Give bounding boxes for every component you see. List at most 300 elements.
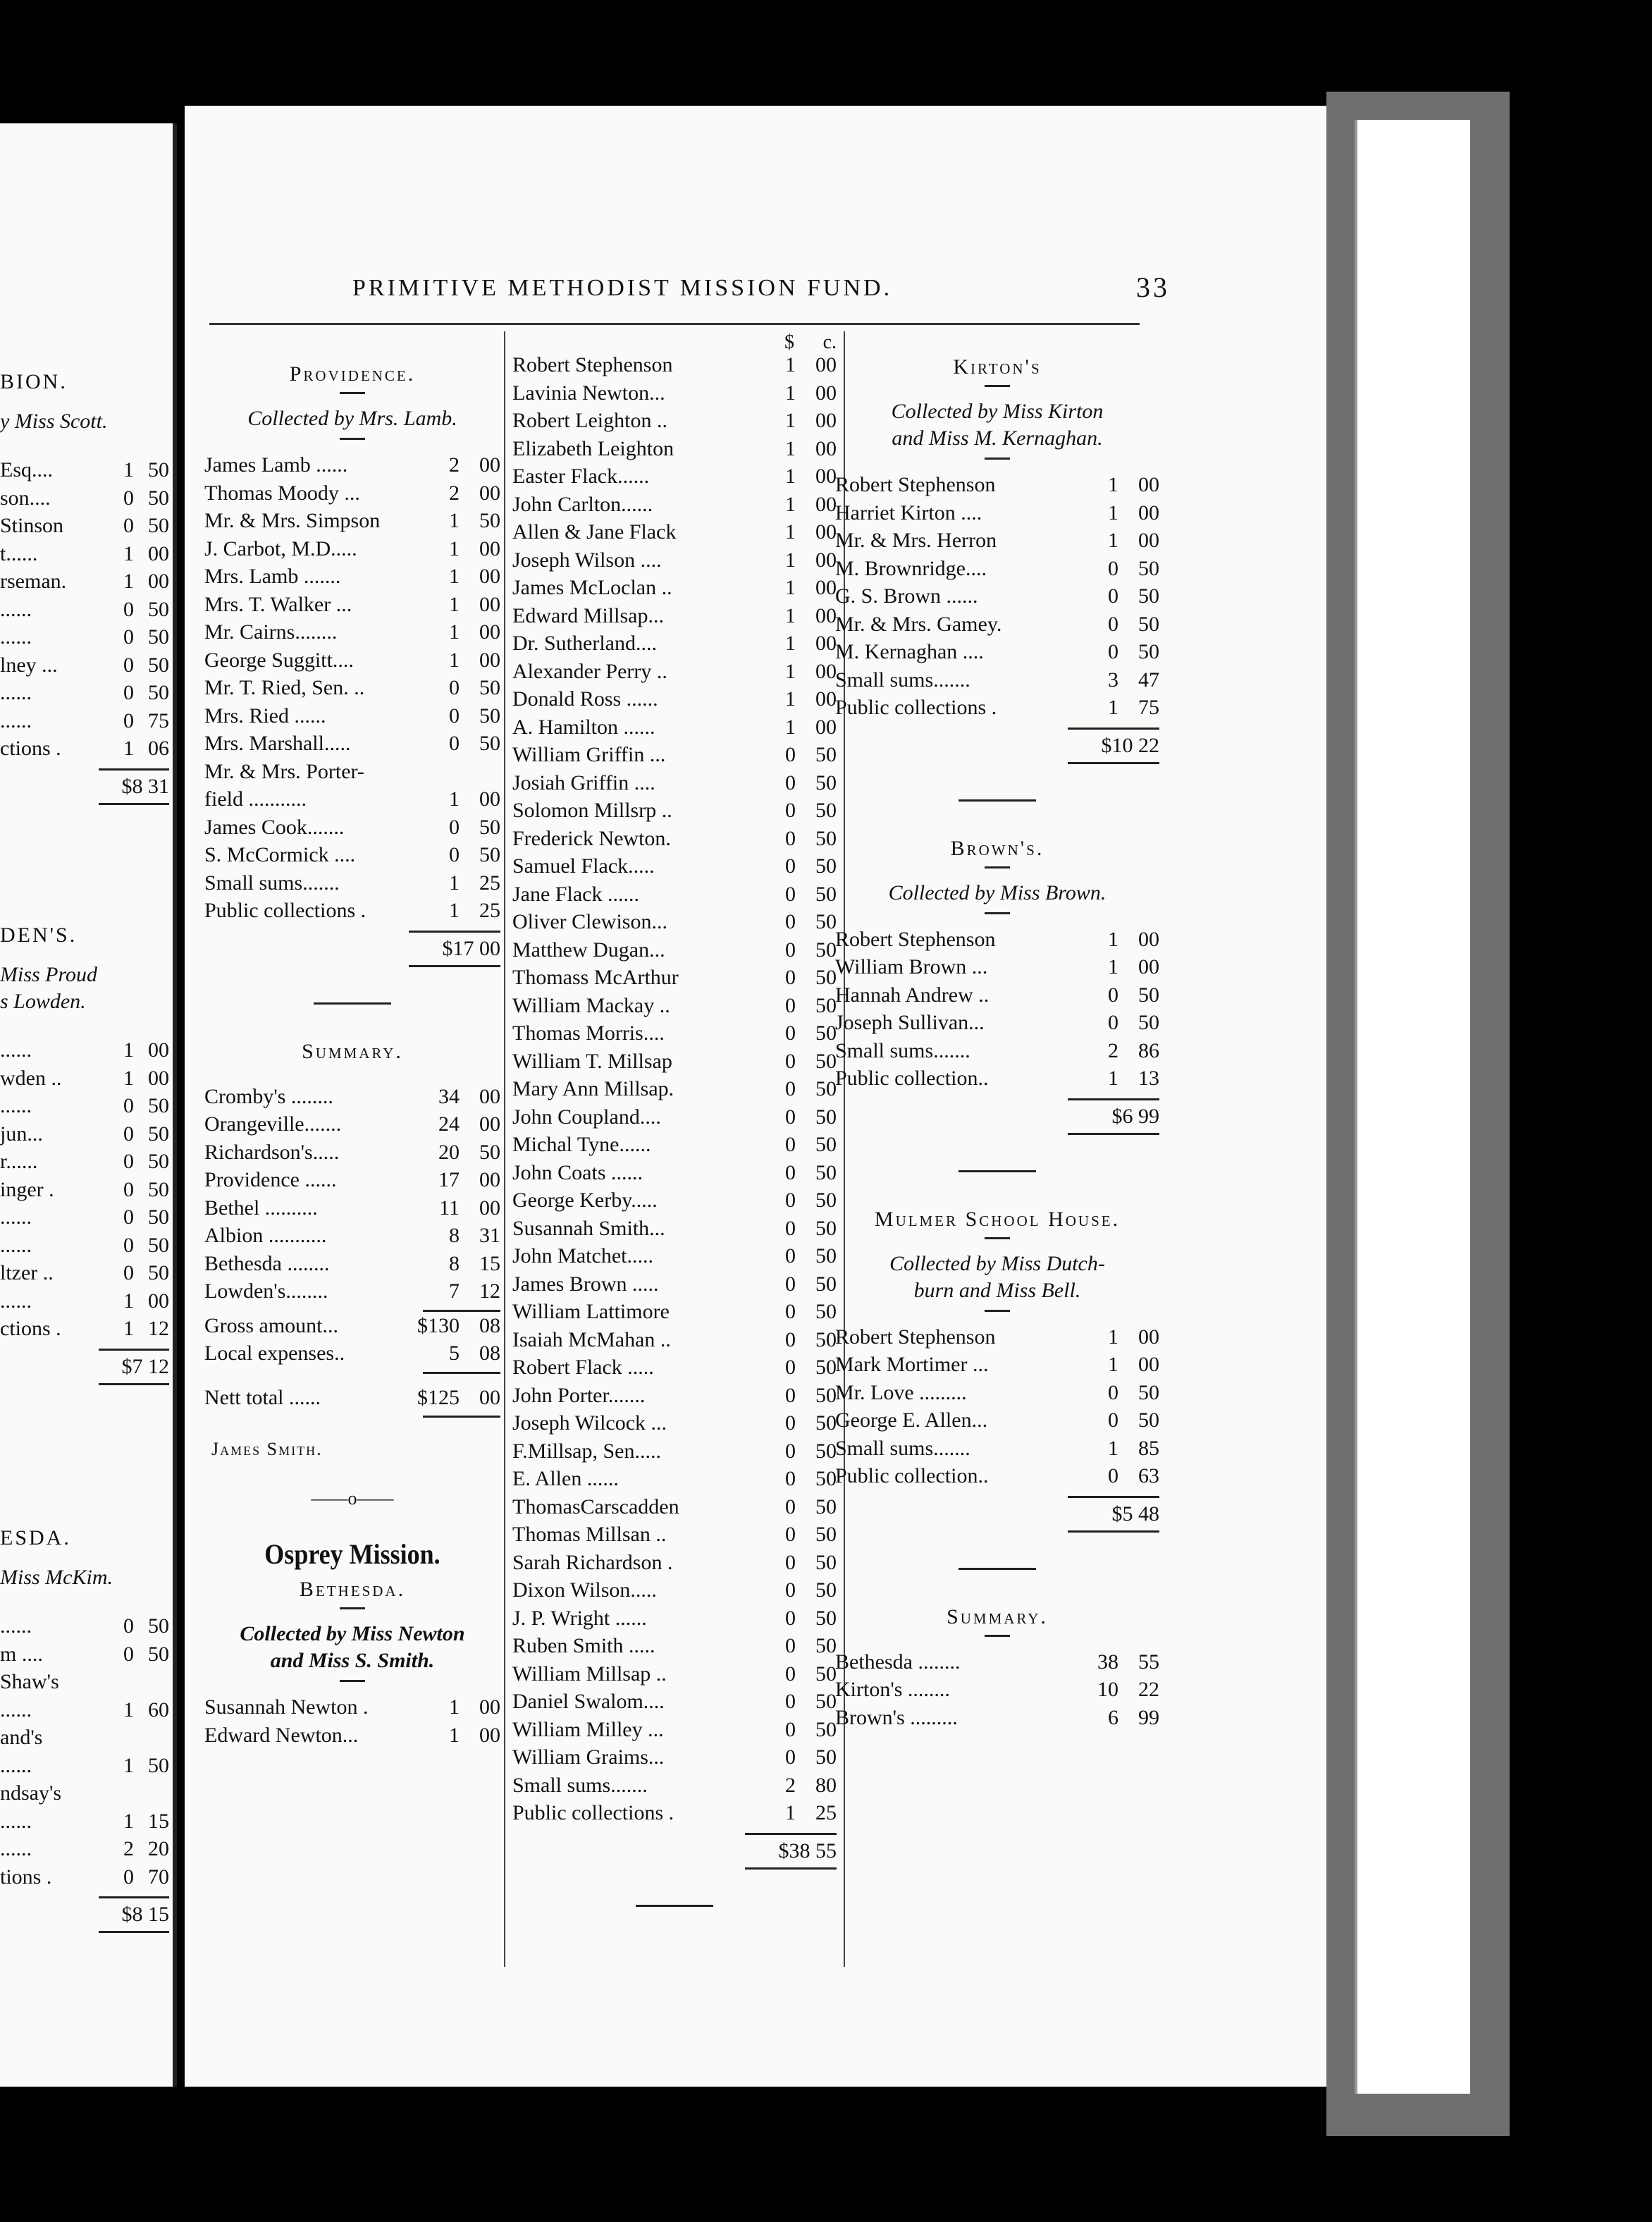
entry-dollars: 10 bbox=[1097, 1678, 1118, 1701]
entry-row bbox=[512, 964, 837, 992]
entry-row bbox=[512, 741, 837, 769]
entry-cents: 50 bbox=[148, 1122, 169, 1146]
entry-name: M. Kernaghan .... bbox=[835, 640, 984, 663]
entry-dollars: 1 bbox=[1108, 1067, 1118, 1090]
entry-dollars: 0 bbox=[123, 1614, 134, 1638]
browns-total: $6 99 bbox=[1068, 1098, 1159, 1135]
entry-row bbox=[835, 1351, 1159, 1379]
entry-row bbox=[0, 1036, 169, 1064]
entry-dollars: 1 bbox=[123, 1698, 134, 1721]
entry-row bbox=[512, 713, 837, 742]
entry-name: E. Allen ...... bbox=[512, 1467, 619, 1490]
entry-row bbox=[512, 769, 837, 797]
entry-row bbox=[512, 1159, 837, 1187]
entry-cents: 00 bbox=[479, 648, 500, 672]
entry-row bbox=[835, 953, 1159, 981]
entry-cents: 50 bbox=[148, 1753, 169, 1777]
entry-dollars: 0 bbox=[785, 1411, 796, 1435]
entry-row bbox=[204, 646, 500, 675]
entry-name: Mark Mortimer ... bbox=[835, 1353, 989, 1376]
column-3 bbox=[835, 331, 1159, 1731]
kirtons-heading: Kirton's bbox=[953, 355, 1042, 379]
entry-name: Susannah Smith... bbox=[512, 1216, 665, 1240]
entry-cents: 50 bbox=[148, 514, 169, 537]
entry-row bbox=[512, 908, 837, 936]
entry-name: Public collections . bbox=[512, 1801, 674, 1824]
entry-dollars: 0 bbox=[785, 882, 796, 906]
entry-cents: 50 bbox=[815, 1105, 837, 1129]
entry-row bbox=[204, 758, 500, 786]
section-total: $8 15 bbox=[99, 1896, 169, 1933]
entry-cents: 50 bbox=[815, 1077, 837, 1100]
entry-dollars: 0 bbox=[123, 1261, 134, 1284]
entry-dollars: 1 bbox=[123, 1317, 134, 1340]
entry-dollars: 0 bbox=[785, 1662, 796, 1686]
entry-row bbox=[204, 674, 500, 702]
entry-cents: 50 bbox=[815, 1216, 837, 1240]
entry-cents: 50 bbox=[815, 1523, 837, 1546]
entry-row bbox=[204, 1312, 500, 1340]
entry-cents: 50 bbox=[148, 653, 169, 677]
entry-row bbox=[835, 1009, 1159, 1037]
entry-name: ctions . bbox=[0, 1317, 61, 1340]
entry-name: William Griffin ... bbox=[512, 743, 666, 766]
entry-name: William Brown ... bbox=[835, 955, 988, 978]
entry-cents: 50 bbox=[815, 910, 837, 933]
entry-cents: 00 bbox=[1138, 955, 1159, 978]
entry-cents: 50 bbox=[815, 1327, 837, 1351]
entry-dollars: 0 bbox=[785, 938, 796, 962]
entry-name: William Milley ... bbox=[512, 1717, 664, 1741]
entry-row bbox=[0, 1640, 169, 1669]
entry-cents: 31 bbox=[479, 1224, 500, 1247]
entry-name: Alexander Perry .. bbox=[512, 659, 667, 683]
entry-row bbox=[204, 814, 500, 842]
entry-name: Isaiah McMahan .. bbox=[512, 1327, 671, 1351]
entry-dollars: 0 bbox=[1108, 1408, 1118, 1432]
entry-row bbox=[512, 379, 837, 407]
entry-dollars: 1 bbox=[449, 620, 460, 644]
entry-dollars: 0 bbox=[785, 1244, 796, 1267]
entry-row bbox=[512, 1019, 837, 1048]
entry-dollars: 0 bbox=[123, 653, 134, 677]
entry-cents: 50 bbox=[815, 938, 837, 962]
entry-name: ...... bbox=[0, 1094, 32, 1117]
entry-cents: 50 bbox=[815, 799, 837, 822]
entry-cents: 50 bbox=[148, 597, 169, 621]
entry-dollars: 0 bbox=[123, 486, 134, 510]
entry-dollars: 0 bbox=[1108, 640, 1118, 663]
entry-dollars: 2 bbox=[785, 1773, 796, 1797]
entry-dollars: 0 bbox=[785, 1467, 796, 1490]
section-divider bbox=[636, 1905, 713, 1907]
section-divider bbox=[314, 1002, 391, 1005]
entry-row bbox=[204, 535, 500, 563]
entry-row bbox=[512, 1382, 837, 1410]
entry-cents: 00 bbox=[815, 436, 837, 460]
entry-row bbox=[204, 1339, 500, 1368]
entry-cents: 00 bbox=[479, 453, 500, 477]
entry-name: F.Millsap, Sen..... bbox=[512, 1439, 661, 1463]
entry-name: Edward Millsap... bbox=[512, 603, 664, 627]
entry-dollars: 1 bbox=[449, 787, 460, 811]
entry-name: Local expenses.. bbox=[204, 1342, 345, 1365]
entry-name: Matthew Dugan... bbox=[512, 938, 665, 962]
entry-name: Harriet Kirton .... bbox=[835, 501, 982, 524]
entry-name: ctions . bbox=[0, 737, 61, 760]
entry-dollars: 0 bbox=[449, 676, 460, 699]
entry-dollars: 0 bbox=[785, 1383, 796, 1407]
entry-cents: 50 bbox=[148, 681, 169, 704]
entry-cents: 60 bbox=[148, 1698, 169, 1721]
section-total: $8 31 bbox=[99, 768, 169, 805]
entry-row bbox=[204, 869, 500, 897]
entry-cents: 50 bbox=[815, 1383, 837, 1407]
entry-dollars: 0 bbox=[785, 1327, 796, 1351]
entry-cents: 08 bbox=[479, 1342, 500, 1365]
entry-cents: 00 bbox=[815, 603, 837, 627]
entry-dollars: 0 bbox=[123, 1177, 134, 1201]
mulmer-heading: Mulmer School House. bbox=[874, 1207, 1121, 1231]
entry-cents: 00 bbox=[1138, 1353, 1159, 1376]
entry-dollars: 0 bbox=[785, 826, 796, 850]
entry-dollars: 0 bbox=[785, 1494, 796, 1518]
entry-row bbox=[835, 610, 1159, 639]
collected-by: Collected by Miss Newton and Miss S. Smith. bbox=[240, 1622, 465, 1672]
entry-row bbox=[0, 1724, 169, 1752]
entry-dollars: 1 bbox=[449, 1695, 460, 1719]
rule bbox=[423, 1416, 500, 1418]
section-divider bbox=[958, 799, 1036, 802]
entry-name: Thomas Millsan .. bbox=[512, 1523, 667, 1546]
entry-row bbox=[835, 555, 1159, 583]
entry-name: Robert Stephenson bbox=[512, 353, 673, 376]
entry-dollars: 0 bbox=[123, 514, 134, 537]
entry-row bbox=[512, 1604, 837, 1633]
entry-cents: 55 bbox=[1138, 1650, 1159, 1674]
bethesda-continued-list bbox=[512, 351, 837, 1827]
entry-name: Robert Stephenson bbox=[835, 1325, 996, 1349]
entry-row bbox=[0, 651, 169, 680]
entry-cents: 00 bbox=[479, 481, 500, 505]
entry-dollars: 0 bbox=[123, 708, 134, 732]
entry-cents: 00 bbox=[479, 592, 500, 616]
entry-name: Michal Tyne...... bbox=[512, 1133, 651, 1156]
entry-name: J. Carbot, M.D..... bbox=[204, 536, 357, 560]
entry-dollars: $130 bbox=[417, 1313, 460, 1337]
entry-cents: 00 bbox=[815, 492, 837, 516]
entry-name: Lavinia Newton... bbox=[512, 381, 665, 405]
entry-dollars: 2 bbox=[123, 1837, 134, 1860]
entry-cents: 25 bbox=[815, 1801, 837, 1824]
entry-cents: 50 bbox=[479, 704, 500, 728]
entry-dollars: 0 bbox=[785, 1272, 796, 1296]
collected-by: Collected by Miss Brown. bbox=[888, 880, 1107, 904]
entry-cents: 50 bbox=[815, 1439, 837, 1463]
entry-row bbox=[0, 1752, 169, 1780]
entry-row bbox=[204, 1277, 500, 1306]
summary-list bbox=[835, 1648, 1159, 1732]
entry-cents: 50 bbox=[1138, 1408, 1159, 1432]
entry-name: Mr. & Mrs. Simpson bbox=[204, 509, 381, 532]
entry-name: Edward Newton... bbox=[204, 1723, 359, 1747]
entry-cents: 00 bbox=[479, 536, 500, 560]
entry-name: Dr. Sutherland.... bbox=[512, 632, 657, 655]
entry-cents: 50 bbox=[815, 882, 837, 906]
entry-row bbox=[0, 456, 169, 484]
entry-cents: 22 bbox=[1138, 1678, 1159, 1701]
entries-list bbox=[0, 1036, 169, 1343]
entry-dollars: 0 bbox=[785, 743, 796, 766]
nett-total bbox=[204, 1384, 500, 1412]
entry-row bbox=[0, 1835, 169, 1863]
entry-name: William Graims... bbox=[512, 1745, 665, 1769]
entry-name: Shaw's bbox=[0, 1670, 59, 1693]
entry-cents: 50 bbox=[815, 826, 837, 850]
entry-dollars: 1 bbox=[449, 899, 460, 922]
entry-row bbox=[0, 540, 169, 568]
entry-dollars: 1 bbox=[1108, 501, 1118, 524]
entry-name: ...... bbox=[0, 1698, 32, 1721]
entry-dollars: 0 bbox=[123, 1205, 134, 1229]
entry-dollars: 1 bbox=[1108, 1436, 1118, 1460]
entry-dollars: 0 bbox=[123, 1122, 134, 1146]
entry-row bbox=[0, 512, 169, 540]
entry-name: Cromby's ........ bbox=[204, 1084, 333, 1108]
entry-name: wden .. bbox=[0, 1066, 62, 1090]
entry-row bbox=[204, 841, 500, 869]
entry-name: ...... bbox=[0, 1289, 32, 1313]
entry-dollars: 2 bbox=[1108, 1038, 1118, 1062]
entry-dollars: 1 bbox=[785, 436, 796, 460]
left-page bbox=[0, 123, 177, 2087]
entry-cents: 00 bbox=[815, 687, 837, 711]
entry-cents: 50 bbox=[148, 1094, 169, 1117]
entry-row bbox=[835, 1064, 1159, 1093]
entry-cents: 12 bbox=[148, 1317, 169, 1340]
entry-dollars: 3 bbox=[1108, 668, 1118, 692]
entry-cents: 50 bbox=[815, 1272, 837, 1296]
entry-row bbox=[0, 1120, 169, 1148]
entry-row bbox=[204, 479, 500, 508]
entry-row bbox=[512, 602, 837, 630]
entry-name: Dixon Wilson..... bbox=[512, 1578, 657, 1602]
entry-dollars: 0 bbox=[785, 1216, 796, 1240]
entry-row bbox=[0, 623, 169, 651]
entry-dollars: 0 bbox=[785, 771, 796, 794]
entry-row bbox=[835, 1435, 1159, 1463]
entry-dollars: 1 bbox=[123, 1289, 134, 1313]
entry-dollars: 1 bbox=[449, 871, 460, 895]
entry-dollars: 0 bbox=[785, 966, 796, 989]
entry-name: John Matchet..... bbox=[512, 1244, 653, 1267]
entry-row bbox=[512, 1772, 837, 1800]
entry-dollars: 17 bbox=[438, 1168, 460, 1191]
entry-cents: 50 bbox=[479, 1140, 500, 1164]
providence-total: $17 00 bbox=[409, 931, 500, 967]
entry-dollars: 0 bbox=[785, 1717, 796, 1741]
entry-cents: 50 bbox=[479, 509, 500, 532]
entry-name: Robert Stephenson bbox=[835, 927, 996, 951]
entry-name: John Porter....... bbox=[512, 1383, 646, 1407]
entry-row bbox=[0, 1259, 169, 1287]
entry-name: ...... bbox=[0, 625, 32, 649]
entry-name: Joseph Wilcock ... bbox=[512, 1411, 667, 1435]
entry-cents: 70 bbox=[148, 1865, 169, 1889]
entry-cents: 00 bbox=[479, 787, 500, 811]
entry-cents: 50 bbox=[479, 815, 500, 839]
entry-row bbox=[512, 1215, 837, 1243]
entry-name: Sarah Richardson . bbox=[512, 1550, 673, 1574]
entry-name: Gross amount... bbox=[204, 1313, 338, 1337]
entry-name: Small sums....... bbox=[835, 668, 970, 692]
entry-cents: 00 bbox=[815, 465, 837, 488]
entry-dollars: 0 bbox=[123, 681, 134, 704]
entry-dollars: 38 bbox=[1097, 1650, 1118, 1674]
entry-row bbox=[204, 1693, 500, 1721]
entry-name: John Coupland.... bbox=[512, 1105, 661, 1129]
entry-cents: 50 bbox=[815, 1411, 837, 1435]
entry-cents: 00 bbox=[479, 1385, 500, 1409]
entry-row bbox=[0, 1287, 169, 1315]
entry-dollars: 0 bbox=[785, 1049, 796, 1073]
entry-name: tions . bbox=[0, 1865, 52, 1889]
page-number: 33 bbox=[1136, 271, 1170, 303]
entry-dollars: 1 bbox=[1108, 1353, 1118, 1376]
entry-dollars: 0 bbox=[1108, 1464, 1118, 1487]
entry-dollars: 0 bbox=[1108, 1380, 1118, 1404]
collected-by: Miss McKim. bbox=[0, 1566, 113, 1589]
entry-row bbox=[0, 1779, 169, 1807]
entry-name: Susannah Newton . bbox=[204, 1695, 369, 1719]
entry-cents: 50 bbox=[815, 771, 837, 794]
entry-row bbox=[0, 735, 169, 763]
entry-row bbox=[512, 1298, 837, 1326]
entry-row bbox=[512, 797, 837, 825]
entry-cents: 06 bbox=[148, 737, 169, 760]
entry-cents: 00 bbox=[479, 1084, 500, 1108]
entry-name: field ........... bbox=[204, 787, 307, 811]
entry-dollars: 1 bbox=[1108, 1325, 1118, 1349]
entry-name: ...... bbox=[0, 1809, 32, 1833]
entry-row bbox=[835, 1037, 1159, 1065]
entry-cents bbox=[134, 1779, 169, 1807]
entry-dollars: 1 bbox=[785, 381, 796, 405]
entry-row bbox=[835, 527, 1159, 555]
section-heading: DEN'S. bbox=[0, 923, 78, 947]
entry-row bbox=[512, 658, 837, 686]
entry-row bbox=[512, 1549, 837, 1577]
entry-dollars: 0 bbox=[785, 1105, 796, 1129]
gross-local bbox=[204, 1312, 500, 1368]
entry-dollars: 0 bbox=[123, 625, 134, 649]
cents-header: c. bbox=[822, 331, 837, 353]
entry-cents: 00 bbox=[815, 715, 837, 739]
entry-name: Providence ...... bbox=[204, 1168, 337, 1191]
entry-row bbox=[512, 1437, 837, 1466]
entry-cents: 75 bbox=[148, 708, 169, 732]
entry-dollars: 1 bbox=[785, 1801, 796, 1824]
entry-row bbox=[0, 596, 169, 624]
entry-dollars: 1 bbox=[785, 603, 796, 627]
entry-name: and's bbox=[0, 1726, 43, 1749]
entry-cents: 00 bbox=[479, 1196, 500, 1220]
entry-dollars: 1 bbox=[1108, 696, 1118, 719]
entry-dollars: 1 bbox=[785, 353, 796, 376]
entry-row bbox=[204, 507, 500, 535]
collected-by: y Miss Scott. bbox=[0, 410, 108, 433]
summary-list bbox=[204, 1083, 500, 1306]
entry-name: John Coats ...... bbox=[512, 1160, 643, 1184]
entry-dollars: 0 bbox=[123, 1094, 134, 1117]
entry-name: William Lattimore bbox=[512, 1300, 670, 1323]
entry-name: Stinson bbox=[0, 514, 64, 537]
entry-name: son.... bbox=[0, 486, 51, 510]
entry-cents: 50 bbox=[1138, 1011, 1159, 1034]
entry-row bbox=[0, 1092, 169, 1120]
entry-cents: 50 bbox=[1138, 983, 1159, 1007]
entry-dollars: 1 bbox=[123, 737, 134, 760]
entry-dollars: 0 bbox=[1108, 612, 1118, 636]
entry-name: Ruben Smith ..... bbox=[512, 1634, 655, 1657]
entry-dollars: 5 bbox=[449, 1342, 460, 1365]
entry-cents: 50 bbox=[815, 1717, 837, 1741]
dollar-header: $ bbox=[784, 331, 794, 353]
entry-cents: 50 bbox=[479, 843, 500, 866]
entry-name: George Kerby..... bbox=[512, 1189, 658, 1212]
entry-cents: 15 bbox=[479, 1251, 500, 1275]
entry-cents: 50 bbox=[815, 1578, 837, 1602]
entry-row bbox=[204, 785, 500, 814]
entry-dollars: 1 bbox=[785, 520, 796, 544]
entry-name: William T. Millsap bbox=[512, 1049, 672, 1073]
entry-row bbox=[204, 591, 500, 619]
entry-dollars: 1 bbox=[123, 1038, 134, 1062]
entry-name: Mrs. Ried ...... bbox=[204, 704, 326, 728]
entry-dollars: 2 bbox=[449, 481, 460, 505]
entry-cents: 50 bbox=[148, 1261, 169, 1284]
entry-name: James Cook....... bbox=[204, 815, 345, 839]
entry-row bbox=[512, 936, 837, 964]
entry-row bbox=[835, 499, 1159, 527]
entry-dollars: 1 bbox=[1108, 955, 1118, 978]
entry-dollars: 0 bbox=[785, 1550, 796, 1574]
entry-cents: 50 bbox=[815, 993, 837, 1017]
entry-row bbox=[512, 1632, 837, 1660]
entry-row bbox=[512, 1186, 837, 1215]
entry-name: Robert Stephenson bbox=[835, 473, 996, 496]
entry-name: ltzer .. bbox=[0, 1261, 54, 1284]
providence-heading: Providence. bbox=[289, 362, 416, 386]
entry-row bbox=[835, 666, 1159, 694]
entry-dollars: 0 bbox=[449, 815, 460, 839]
entry-name: Hannah Andrew .. bbox=[835, 983, 990, 1007]
column-2 bbox=[504, 331, 845, 1967]
entry-dollars: 1 bbox=[449, 1723, 460, 1747]
bethesda-total: $38 55 bbox=[745, 1833, 837, 1870]
entry-row bbox=[512, 1075, 837, 1103]
entry-cents: 50 bbox=[479, 676, 500, 699]
entry-name: r...... bbox=[0, 1150, 38, 1173]
kirtons-list bbox=[835, 471, 1159, 722]
ornament-divider: ——o—— bbox=[311, 1488, 394, 1509]
entry-row bbox=[835, 1704, 1159, 1732]
entry-dollars: 1 bbox=[449, 509, 460, 532]
entry-dollars: 24 bbox=[438, 1112, 460, 1136]
entry-row bbox=[204, 730, 500, 758]
entry-dollars: 0 bbox=[785, 1523, 796, 1546]
entry-name: George E. Allen... bbox=[835, 1408, 988, 1432]
